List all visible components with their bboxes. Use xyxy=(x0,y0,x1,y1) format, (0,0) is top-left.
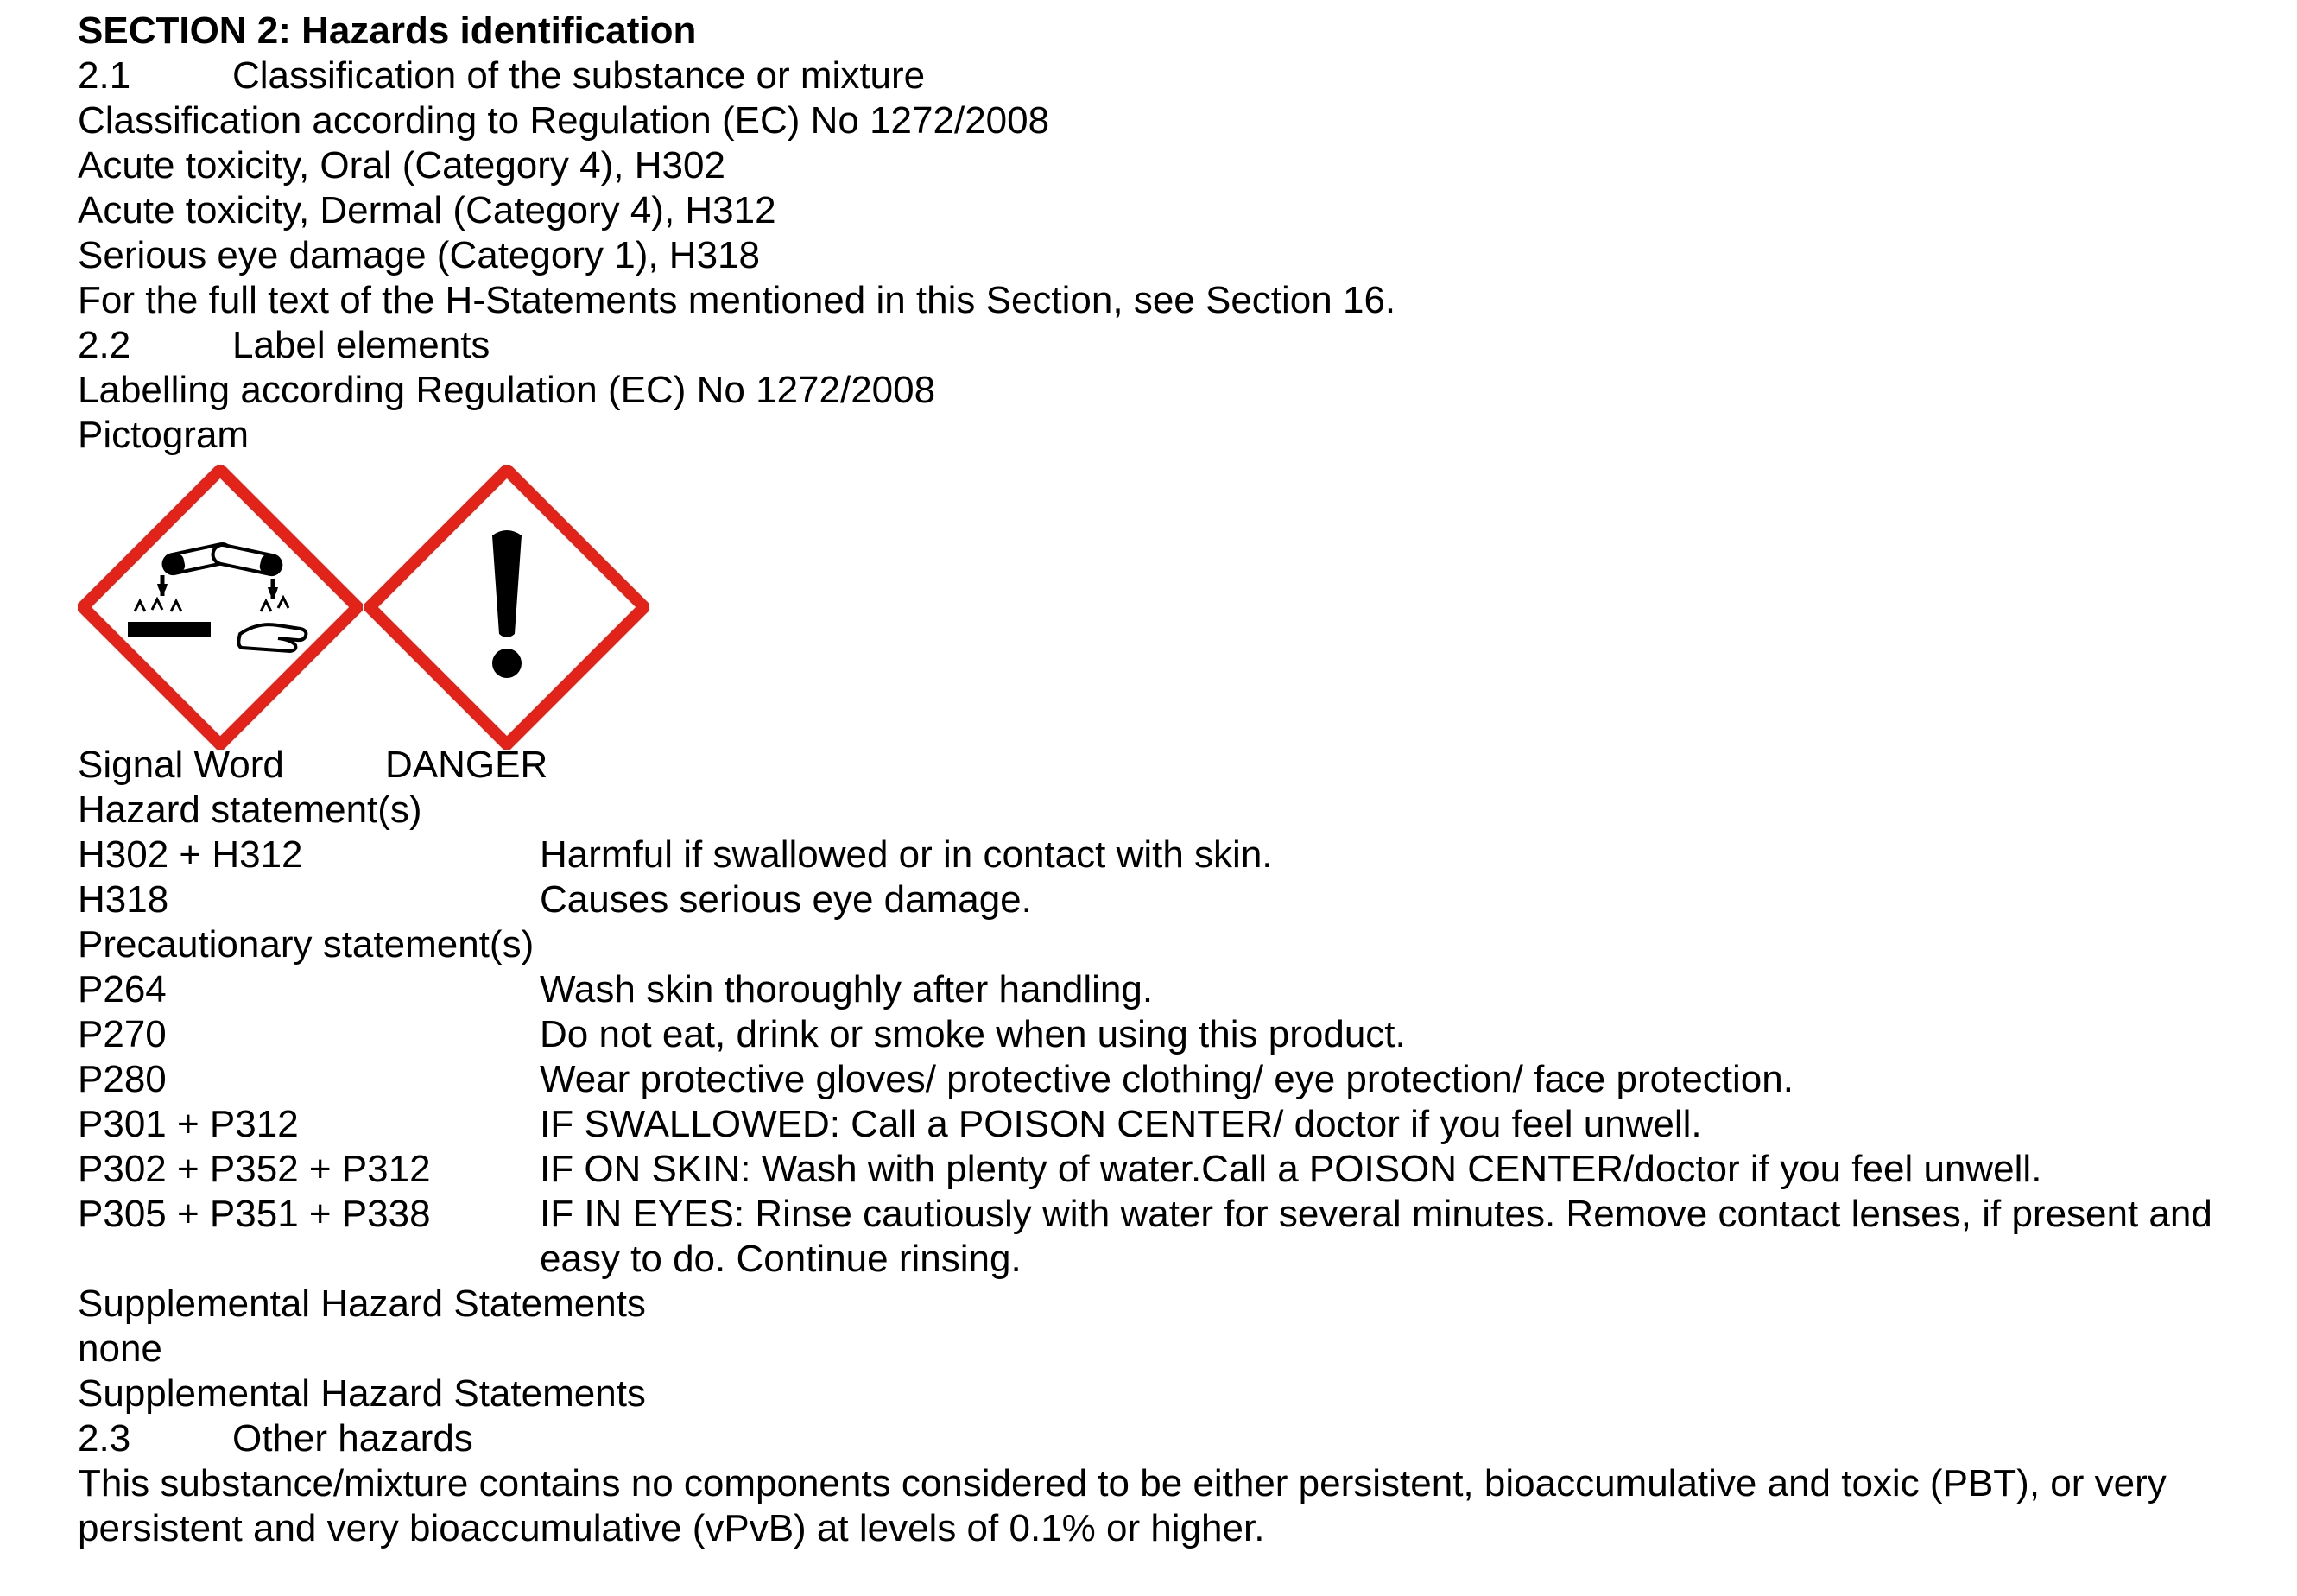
precaution-statement-row xyxy=(78,1012,2288,1057)
pictogram-heading: Pictogram xyxy=(78,414,250,456)
labelling-heading: Labelling according Regulation (EC) No 1272/2008 xyxy=(78,369,936,411)
full-text-note: For the full text of the H-Statements mentioned in this Section, see Section 16. xyxy=(78,279,1396,321)
classification-item: Acute toxicity, Dermal (Category 4), H312 xyxy=(78,189,776,231)
precaution-code: P301 + P312 xyxy=(78,1103,299,1145)
subsection-2-3 xyxy=(78,1416,2288,1461)
precaution-text: Wear protective gloves/ protective clothing/ eye protection/ face protection. xyxy=(540,1058,1794,1100)
precaution-statement-row xyxy=(78,1102,2288,1147)
supplemental-heading: Supplemental Hazard Statements xyxy=(78,1282,646,1325)
corrosion-pictogram-icon xyxy=(78,465,363,750)
subsection-title: Classification of the substance or mixture xyxy=(232,54,926,97)
subsection-title: Label elements xyxy=(232,324,490,366)
signal-word-value: DANGER xyxy=(385,744,548,786)
precaution-text: IF IN EYES: Rinse cautiously with water for several minutes. Remove contact lenses, if present and easy to do. Continue rinsing. xyxy=(540,1193,2212,1280)
section-title: SECTION 2: Hazards identification xyxy=(78,10,697,52)
subsection-2-2 xyxy=(78,323,2288,368)
precaution-text: IF SWALLOWED: Call a POISON CENTER/ doctor if you feel unwell. xyxy=(540,1103,1702,1145)
precaution-code: P302 + P352 + P312 xyxy=(78,1148,431,1190)
hazard-text: Harmful if swallowed or in contact with skin. xyxy=(540,833,1273,876)
precaution-code: P270 xyxy=(78,1013,167,1055)
precaution-statement-row xyxy=(78,967,2288,1012)
precaution-text: Wash skin thoroughly after handling. xyxy=(540,968,1154,1010)
precaution-code: P280 xyxy=(78,1058,167,1100)
precaution-code: P305 + P351 + P338 xyxy=(78,1193,431,1235)
subsection-number: 2.2 xyxy=(78,324,131,366)
hazard-code: H302 + H312 xyxy=(78,833,303,876)
hazard-text: Causes serious eye damage. xyxy=(540,878,1032,921)
classification-heading: Classification according to Regulation (EC) No 1272/2008 xyxy=(78,99,1050,142)
precaution-heading: Precautionary statement(s) xyxy=(78,923,535,966)
supplemental-value: none xyxy=(78,1327,162,1370)
precaution-statement-row xyxy=(78,1057,2288,1102)
subsection-2-1 xyxy=(78,54,2288,98)
hazard-heading: Hazard statement(s) xyxy=(78,788,422,831)
subsection-title: Other hazards xyxy=(232,1417,473,1460)
precaution-text: IF ON SKIN: Wash with plenty of water.Call a POISON CENTER/doctor if you feel unwell. xyxy=(540,1148,2042,1190)
classification-item: Acute toxicity, Oral (Category 4), H302 xyxy=(78,144,725,187)
signal-word-label: Signal Word xyxy=(78,744,284,786)
classification-item: Serious eye damage (Category 1), H318 xyxy=(78,234,760,276)
exclamation-pictogram-icon xyxy=(364,465,649,750)
hazard-statement-row xyxy=(78,877,2288,922)
subsection-number: 2.3 xyxy=(78,1417,131,1460)
hazard-code: H318 xyxy=(78,878,169,921)
subsection-number: 2.1 xyxy=(78,54,131,97)
precaution-statement-row xyxy=(78,1192,2288,1282)
precaution-statement-row xyxy=(78,1147,2288,1192)
pictogram-row xyxy=(78,458,2288,743)
other-hazards-text: This substance/mixture contains no components considered to be either persistent, bioaccumulative and toxic (PBT), or very persistent and very bioaccumulative (vPvB) at levels of 0.1% or higher. xyxy=(78,1462,2167,1549)
precaution-code: P264 xyxy=(78,968,167,1010)
supplemental-heading: Supplemental Hazard Statements xyxy=(78,1372,646,1415)
precaution-text: Do not eat, drink or smoke when using this product. xyxy=(540,1013,1406,1055)
hazard-statement-row xyxy=(78,833,2288,877)
sds-section-2 xyxy=(78,9,2288,1551)
